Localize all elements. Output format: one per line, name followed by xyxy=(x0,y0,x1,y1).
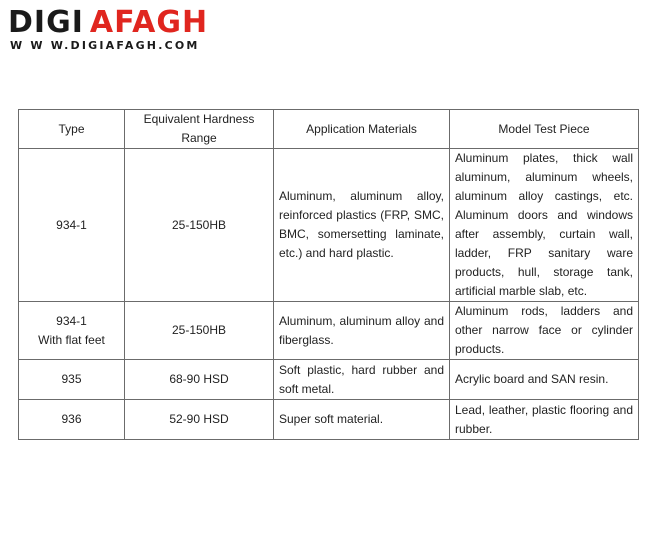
logo-word-afagh: AFAGH xyxy=(89,5,209,40)
cell-materials: Soft plastic, hard rubber and soft metal. xyxy=(274,360,450,400)
header-application-materials: Application Materials xyxy=(274,110,450,149)
cell-test-piece: Aluminum plates, thick wall aluminum, aluminum wheels, aluminum alloy castings, etc. Aluminum doors and windows after assembly, curtain wall, ladder, FRP sanitary ware products, hull, storage tank, artificial marble slab, etc. xyxy=(450,149,639,302)
header-model-test-piece: Model Test Piece xyxy=(450,110,639,149)
cell-type xyxy=(19,360,125,400)
cell-range: 25-150HB xyxy=(125,302,274,360)
cell-type xyxy=(19,400,125,440)
table-row xyxy=(19,360,639,400)
cell-materials: Aluminum, aluminum alloy, reinforced plastics (FRP, SMC, BMC, somersetting laminate, etc.) and hard plastic. xyxy=(274,149,450,302)
type-sublabel: With flat feet xyxy=(38,332,105,347)
table-row xyxy=(19,149,639,302)
cell-test-piece: Lead, leather, plastic flooring and rubber. xyxy=(450,400,639,440)
cell-materials: Super soft material. xyxy=(274,400,450,440)
header-hardness-range: Equivalent Hardness Range xyxy=(125,110,274,149)
cell-range: 25-150HB xyxy=(125,149,274,302)
type-label: 934-1 xyxy=(56,313,87,328)
hardness-spec-table xyxy=(18,109,639,440)
logo-word-digi: DIGI xyxy=(8,5,84,40)
cell-range: 68-90 HSD xyxy=(125,360,274,400)
type-label: 936 xyxy=(61,412,82,426)
cell-range: 52-90 HSD xyxy=(125,400,274,440)
brand-logo xyxy=(8,6,228,54)
cell-type xyxy=(19,149,125,302)
type-label: 934-1 xyxy=(56,217,87,232)
cell-test-piece: Aluminum rods, ladders and other narrow face or cylinder products. xyxy=(450,302,639,360)
cell-test-piece: Acrylic board and SAN resin. xyxy=(450,360,639,400)
cell-materials: Aluminum, aluminum alloy and fiberglass. xyxy=(274,302,450,360)
table-header-row xyxy=(19,110,639,149)
header-type: Type xyxy=(19,110,125,149)
logo-wordmark xyxy=(8,6,208,40)
table-row xyxy=(19,302,639,360)
table-row xyxy=(19,400,639,440)
cell-type xyxy=(19,302,125,360)
type-label: 935 xyxy=(61,372,82,386)
logo-website: W W W.DIGIAFAGH.COM xyxy=(10,39,200,52)
